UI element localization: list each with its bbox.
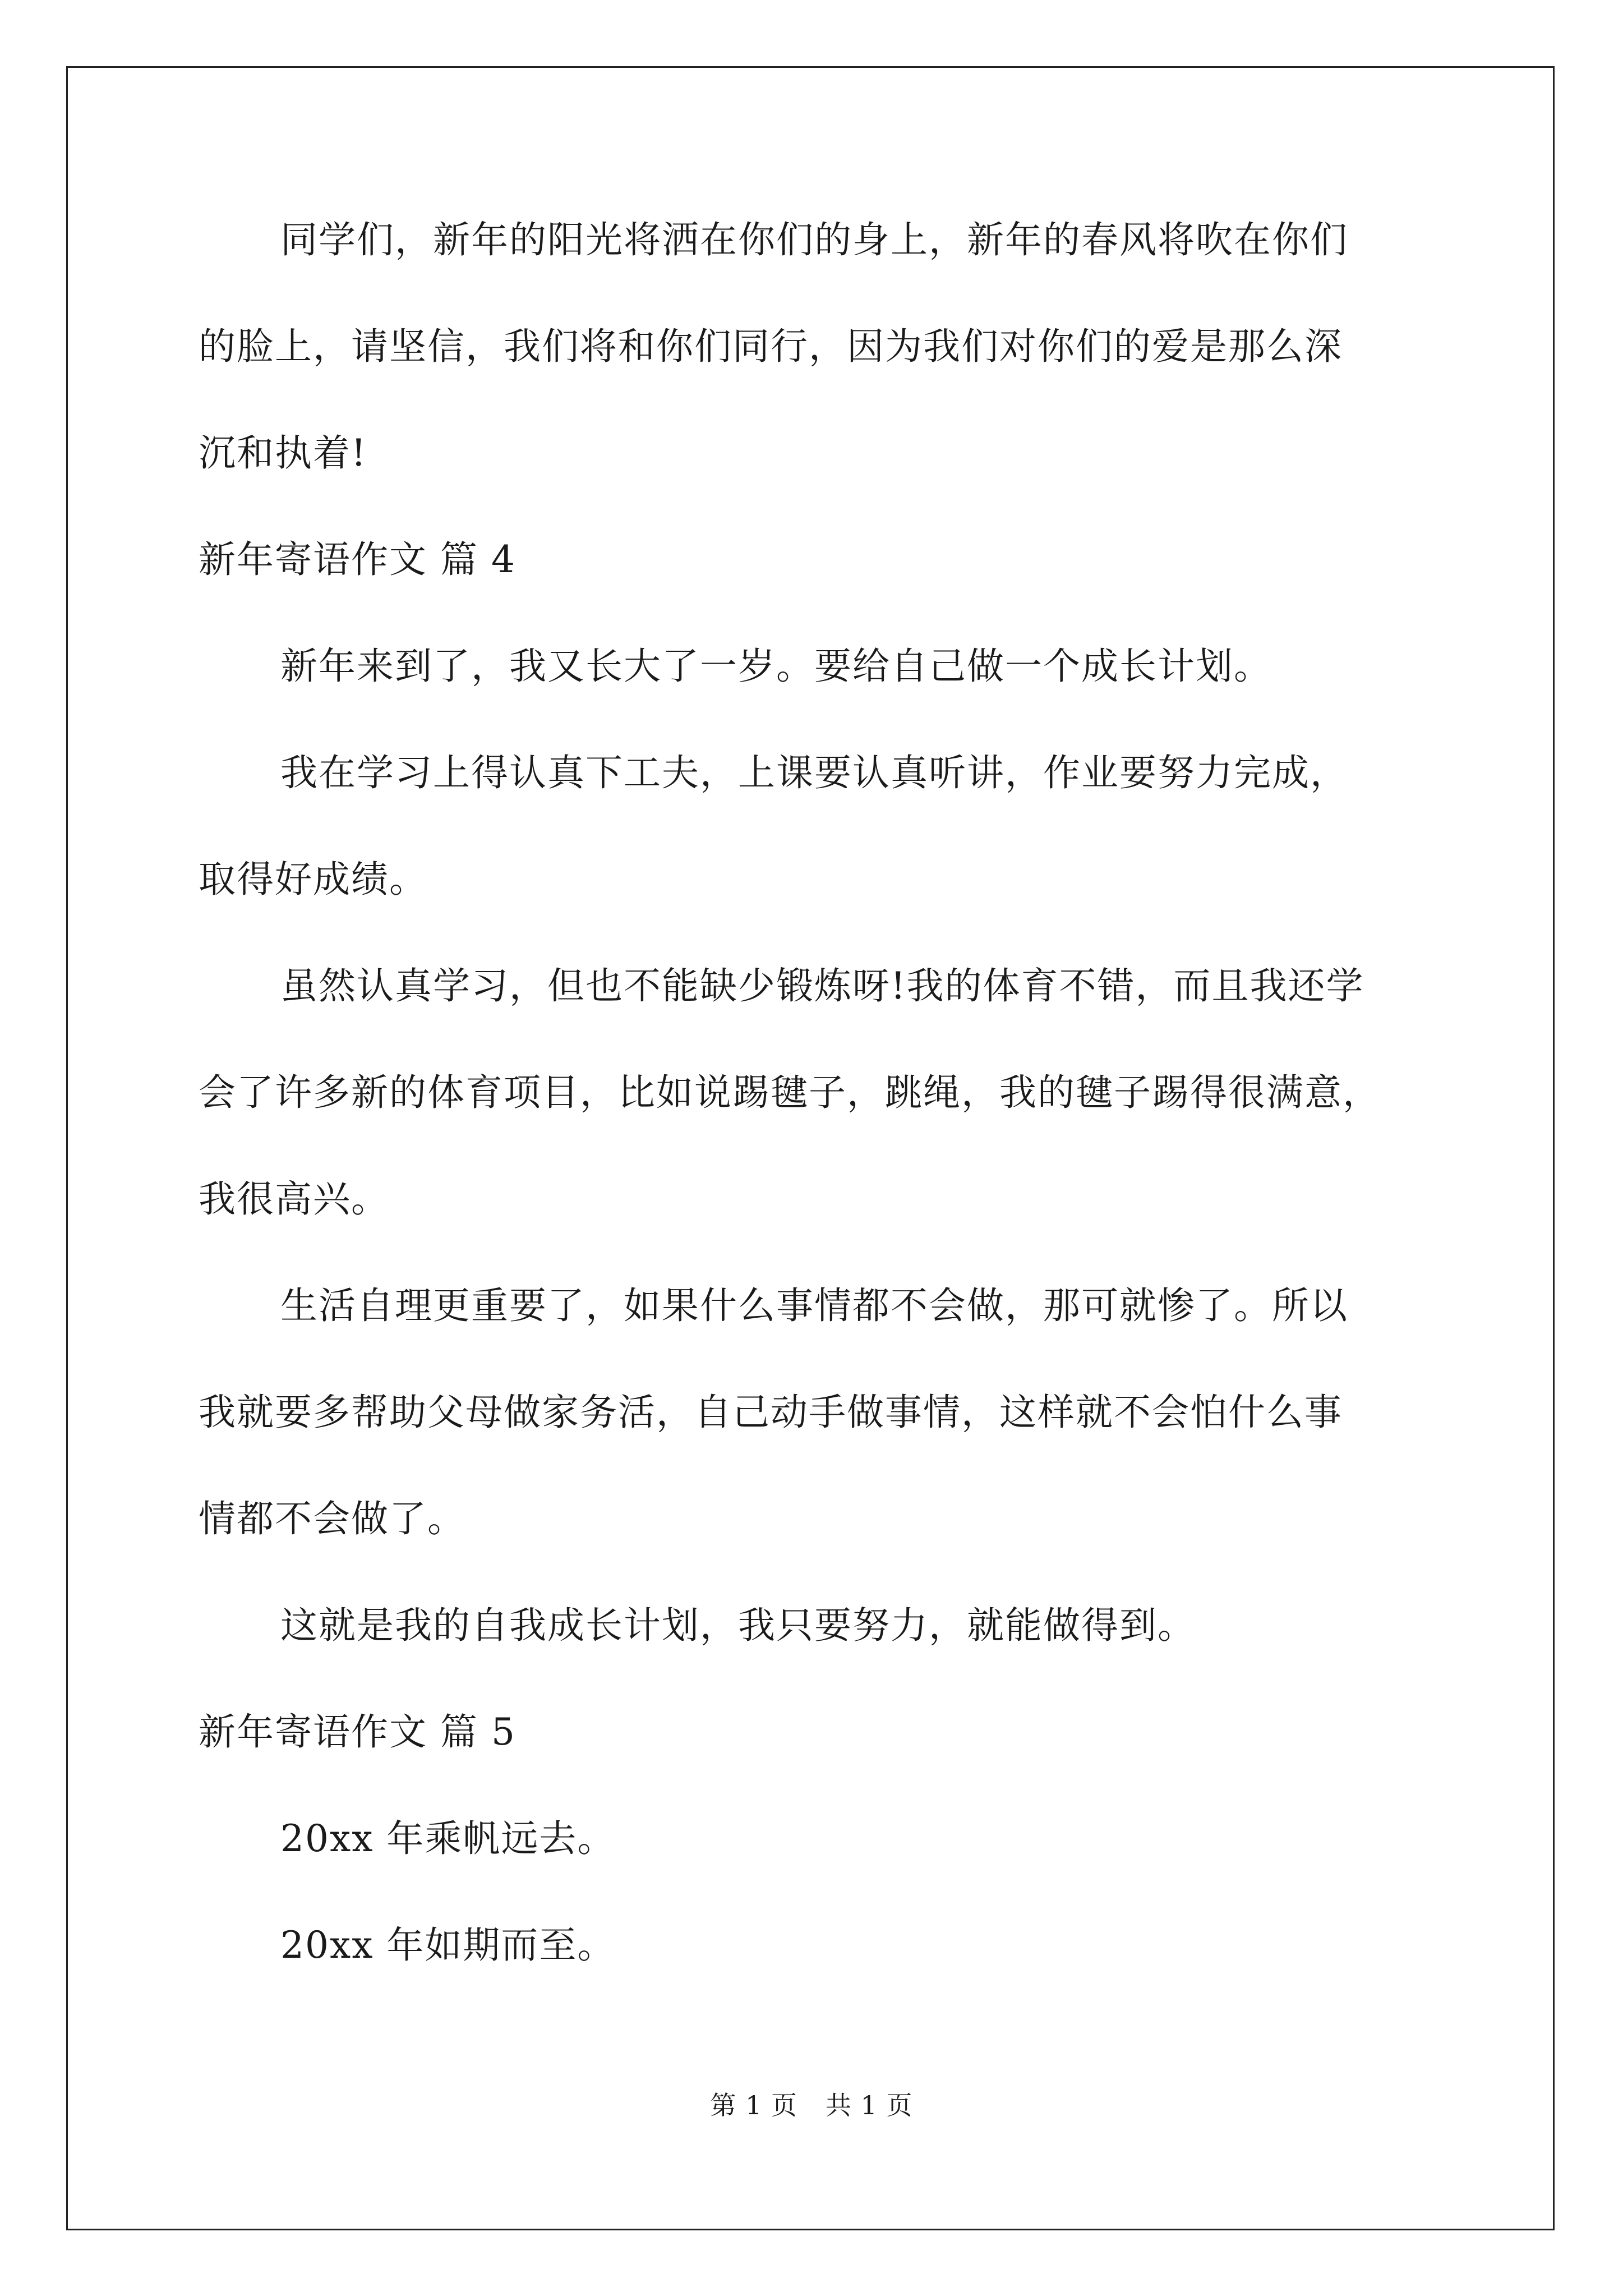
paragraph-line: 20xx 年乘帆远去。: [280, 1817, 616, 1860]
paragraph-line: 我就要多帮助父母做家务活，自己动手做事情，这样就不会怕什么事: [199, 1391, 1343, 1434]
paragraph-line: 同学们，新年的阳光将洒在你们的身上，新年的春风将吹在你们: [280, 218, 1348, 261]
paragraph-line: 20xx 年如期而至。: [280, 1924, 616, 1967]
paragraph-line: 虽然认真学习，但也不能缺少锻炼呀!我的体育不错，而且我还学: [280, 964, 1364, 1007]
paragraph-line: 我很高兴。: [199, 1177, 389, 1221]
paragraph-line: 情都不会做了。: [199, 1497, 465, 1540]
page-number: 第 1 页: [710, 2090, 797, 2120]
paragraph-line: 会了许多新的体育项目，比如说踢毽子，跳绳，我的毽子踢得很满意，: [199, 1071, 1381, 1114]
paragraph-line: 新年来到了，我又长大了一岁。要给自己做一个成长计划。: [280, 645, 1272, 688]
page-border: [66, 66, 1555, 2230]
paragraph-line: 我在学习上得认真下工夫，上课要认真听讲，作业要努力完成，: [280, 751, 1348, 794]
paragraph-line: 沉和执着!: [199, 431, 367, 475]
paragraph-line: 生活自理更重要了，如果什么事情都不会做，那可就惨了。所以: [280, 1284, 1348, 1327]
page-total: 共 1 页: [826, 2090, 913, 2120]
page-footer: [0, 2090, 1623, 2121]
paragraph-line: 取得好成绩。: [199, 858, 427, 901]
paragraph-line: 的脸上，请坚信，我们将和你们同行，因为我们对你们的爱是那么深: [199, 325, 1343, 368]
section-heading: 新年寄语作文 篇 4: [199, 538, 516, 581]
paragraph-line: 这就是我的自我成长计划，我只要努力，就能做得到。: [280, 1604, 1196, 1647]
section-heading: 新年寄语作文 篇 5: [199, 1710, 516, 1754]
